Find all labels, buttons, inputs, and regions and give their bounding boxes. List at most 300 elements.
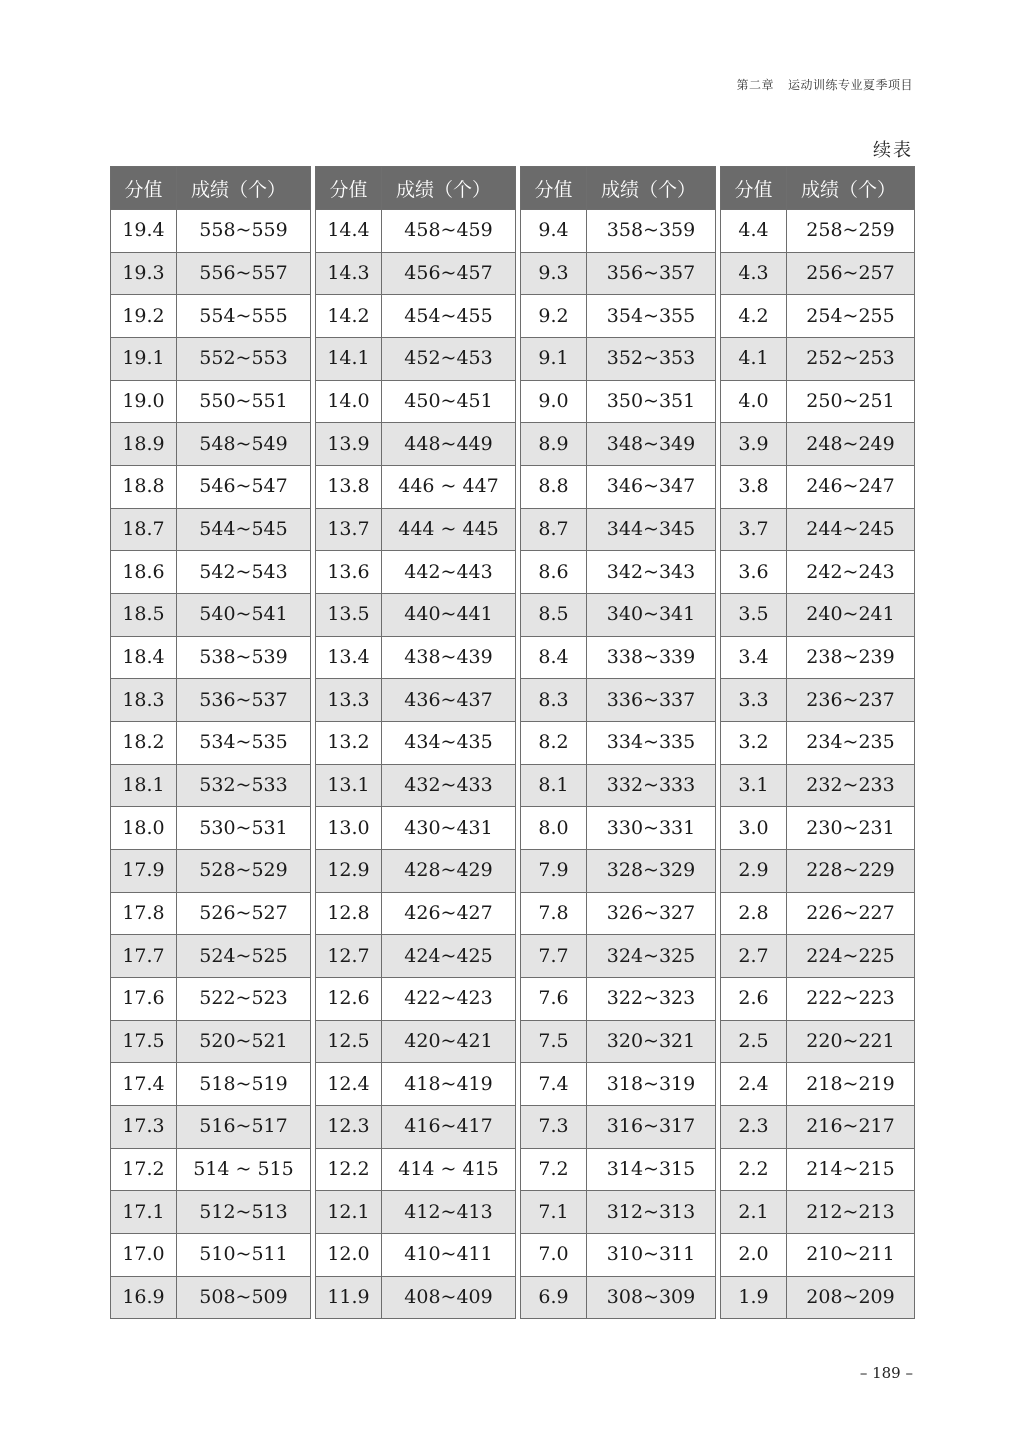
table-row [721, 466, 915, 509]
score-cell: 8.9 [521, 423, 587, 466]
table-row [316, 466, 516, 509]
table-row [316, 380, 516, 423]
table-row [721, 1148, 915, 1191]
score-cell: 7.5 [521, 1020, 587, 1063]
score-cell: 18.0 [111, 807, 177, 850]
score-cell: 2.8 [721, 892, 787, 935]
table-row [316, 551, 516, 594]
table-row [721, 1106, 915, 1149]
result-cell: 532~533 [177, 764, 311, 807]
score-cell: 17.8 [111, 892, 177, 935]
score-table-2 [315, 166, 516, 1319]
table-row [721, 594, 915, 637]
result-cell: 312~313 [587, 1191, 716, 1234]
continued-label: 续表 [873, 140, 913, 161]
score-cell: 2.9 [721, 850, 787, 893]
result-cell: 342~343 [587, 551, 716, 594]
result-cell: 534~535 [177, 722, 311, 765]
score-cell: 18.4 [111, 636, 177, 679]
table-row [316, 850, 516, 893]
table-row [721, 551, 915, 594]
score-table-3 [520, 166, 716, 1319]
score-cell: 19.3 [111, 252, 177, 295]
score-cell: 7.4 [521, 1063, 587, 1106]
table-row [111, 978, 311, 1021]
table-row [721, 679, 915, 722]
result-cell: 328~329 [587, 850, 716, 893]
table-row [521, 1020, 716, 1063]
result-cell: 218~219 [787, 1063, 915, 1106]
table-row [111, 338, 311, 381]
table-row [721, 978, 915, 1021]
result-cell: 326~327 [587, 892, 716, 935]
score-cell: 13.2 [316, 722, 382, 765]
table-row [521, 978, 716, 1021]
score-cell: 8.3 [521, 679, 587, 722]
score-cell: 18.1 [111, 764, 177, 807]
result-cell: 552~553 [177, 338, 311, 381]
result-cell: 214~215 [787, 1148, 915, 1191]
result-cell: 336~337 [587, 679, 716, 722]
table-row [721, 807, 915, 850]
table-row [111, 722, 311, 765]
table-row [111, 935, 311, 978]
result-cell: 258~259 [787, 210, 915, 253]
result-cell: 208~209 [787, 1276, 915, 1319]
column-header-score: 分值 [316, 167, 382, 210]
score-cell: 12.6 [316, 978, 382, 1021]
table-row [316, 594, 516, 637]
result-cell: 240~241 [787, 594, 915, 637]
score-cell: 8.1 [521, 764, 587, 807]
score-cell: 18.2 [111, 722, 177, 765]
table-row [521, 1234, 716, 1277]
score-cell: 9.1 [521, 338, 587, 381]
score-cell: 13.6 [316, 551, 382, 594]
score-cell: 3.6 [721, 551, 787, 594]
score-cell: 3.1 [721, 764, 787, 807]
score-cell: 14.2 [316, 295, 382, 338]
table-row [316, 1148, 516, 1191]
score-cell: 4.2 [721, 295, 787, 338]
score-table-1 [110, 166, 311, 1319]
table-row [521, 210, 716, 253]
result-cell: 438~439 [382, 636, 516, 679]
result-cell: 540~541 [177, 594, 311, 637]
table-row [111, 1234, 311, 1277]
score-cell: 4.3 [721, 252, 787, 295]
score-cell: 13.0 [316, 807, 382, 850]
score-cell: 18.3 [111, 679, 177, 722]
section-label: 运动训练专业夏季项目 [787, 78, 913, 92]
table-row [721, 1276, 915, 1319]
score-cell: 12.9 [316, 850, 382, 893]
score-cell: 12.2 [316, 1148, 382, 1191]
table-row [111, 892, 311, 935]
score-cell: 6.9 [521, 1276, 587, 1319]
score-cell: 17.6 [111, 978, 177, 1021]
table-row [521, 935, 716, 978]
table-row [521, 380, 716, 423]
score-cell: 9.0 [521, 380, 587, 423]
score-cell: 8.5 [521, 594, 587, 637]
table-row [721, 1020, 915, 1063]
result-cell: 216~217 [787, 1106, 915, 1149]
table-row [316, 1063, 516, 1106]
result-cell: 352~353 [587, 338, 716, 381]
column-header-result: 成绩（个） [382, 167, 516, 210]
result-cell: 550~551 [177, 380, 311, 423]
table-row [721, 508, 915, 551]
table-row [521, 850, 716, 893]
score-cell: 17.3 [111, 1106, 177, 1149]
table-row [316, 423, 516, 466]
score-cell: 19.1 [111, 338, 177, 381]
score-cell: 13.4 [316, 636, 382, 679]
score-cell: 8.0 [521, 807, 587, 850]
result-cell: 340~341 [587, 594, 716, 637]
table-row [316, 807, 516, 850]
result-cell: 224~225 [787, 935, 915, 978]
table-row [316, 1276, 516, 1319]
result-cell: 456~457 [382, 252, 516, 295]
score-cell: 3.8 [721, 466, 787, 509]
column-header-score: 分值 [521, 167, 587, 210]
table-row [521, 252, 716, 295]
result-cell: 354~355 [587, 295, 716, 338]
result-cell: 316~317 [587, 1106, 716, 1149]
column-header-score: 分值 [721, 167, 787, 210]
score-cell: 4.1 [721, 338, 787, 381]
table-row [521, 636, 716, 679]
result-cell: 250~251 [787, 380, 915, 423]
result-cell: 434~435 [382, 722, 516, 765]
score-cell: 3.9 [721, 423, 787, 466]
table-row [316, 722, 516, 765]
score-cell: 3.2 [721, 722, 787, 765]
result-cell: 558~559 [177, 210, 311, 253]
score-cell: 18.5 [111, 594, 177, 637]
result-cell: 338~339 [587, 636, 716, 679]
table-row [521, 1106, 716, 1149]
result-cell: 442~443 [382, 551, 516, 594]
result-cell: 232~233 [787, 764, 915, 807]
score-table-4 [720, 166, 915, 1319]
table-row [316, 935, 516, 978]
result-cell: 222~223 [787, 978, 915, 1021]
column-header-score: 分值 [111, 167, 177, 210]
result-cell: 310~311 [587, 1234, 716, 1277]
score-cell: 12.3 [316, 1106, 382, 1149]
table-row [521, 1276, 716, 1319]
result-cell: 308~309 [587, 1276, 716, 1319]
score-cell: 7.6 [521, 978, 587, 1021]
table-row [316, 1020, 516, 1063]
result-cell: 530~531 [177, 807, 311, 850]
result-cell: 512~513 [177, 1191, 311, 1234]
table-row [521, 1191, 716, 1234]
table-row [521, 508, 716, 551]
table-row [721, 338, 915, 381]
score-cell: 2.6 [721, 978, 787, 1021]
result-cell: 546~547 [177, 466, 311, 509]
score-cell: 4.0 [721, 380, 787, 423]
score-cell: 17.0 [111, 1234, 177, 1277]
score-cell: 19.2 [111, 295, 177, 338]
result-cell: 452~453 [382, 338, 516, 381]
table-row [316, 508, 516, 551]
result-cell: 346~347 [587, 466, 716, 509]
result-cell: 444 ~ 445 [382, 508, 516, 551]
result-cell: 212~213 [787, 1191, 915, 1234]
result-cell: 348~349 [587, 423, 716, 466]
result-cell: 510~511 [177, 1234, 311, 1277]
table-row [316, 1234, 516, 1277]
table-row [721, 892, 915, 935]
result-cell: 220~221 [787, 1020, 915, 1063]
table-row [721, 1063, 915, 1106]
score-cell: 19.0 [111, 380, 177, 423]
chapter-label: 第二章 [736, 78, 774, 92]
result-cell: 242~243 [787, 551, 915, 594]
score-cell: 12.4 [316, 1063, 382, 1106]
running-header [736, 76, 913, 93]
score-cell: 4.4 [721, 210, 787, 253]
table-row [521, 594, 716, 637]
score-cell: 13.5 [316, 594, 382, 637]
score-cell: 7.7 [521, 935, 587, 978]
score-cell: 13.3 [316, 679, 382, 722]
score-cell: 14.3 [316, 252, 382, 295]
score-cell: 2.1 [721, 1191, 787, 1234]
score-cell: 7.8 [521, 892, 587, 935]
table-row [111, 1276, 311, 1319]
score-cell: 1.9 [721, 1276, 787, 1319]
score-cell: 17.7 [111, 935, 177, 978]
result-cell: 256~257 [787, 252, 915, 295]
result-cell: 544~545 [177, 508, 311, 551]
table-row [111, 210, 311, 253]
table-row [111, 1106, 311, 1149]
score-cell: 14.0 [316, 380, 382, 423]
table-row [111, 508, 311, 551]
score-cell: 8.7 [521, 508, 587, 551]
result-cell: 448~449 [382, 423, 516, 466]
score-cell: 17.9 [111, 850, 177, 893]
score-cell: 16.9 [111, 1276, 177, 1319]
result-cell: 446 ~ 447 [382, 466, 516, 509]
table-row [316, 1191, 516, 1234]
table-row [316, 338, 516, 381]
result-cell: 236~237 [787, 679, 915, 722]
result-cell: 244~245 [787, 508, 915, 551]
table-row [316, 636, 516, 679]
score-cell: 7.3 [521, 1106, 587, 1149]
table-row [111, 1063, 311, 1106]
score-cell: 2.7 [721, 935, 787, 978]
table-row [316, 978, 516, 1021]
table-row [721, 252, 915, 295]
score-cell: 14.1 [316, 338, 382, 381]
table-row [111, 636, 311, 679]
score-cell: 7.0 [521, 1234, 587, 1277]
table-row [521, 551, 716, 594]
score-cell: 2.2 [721, 1148, 787, 1191]
result-cell: 424~425 [382, 935, 516, 978]
table-row [721, 295, 915, 338]
score-cell: 9.4 [521, 210, 587, 253]
result-cell: 536~537 [177, 679, 311, 722]
page-number: – 189 – [859, 1364, 913, 1382]
result-cell: 318~319 [587, 1063, 716, 1106]
table-row [521, 1148, 716, 1191]
table-row [111, 850, 311, 893]
result-cell: 248~249 [787, 423, 915, 466]
table-row [521, 1063, 716, 1106]
table-row [721, 636, 915, 679]
score-cell: 7.1 [521, 1191, 587, 1234]
result-cell: 554~555 [177, 295, 311, 338]
score-cell: 7.9 [521, 850, 587, 893]
score-cell: 17.1 [111, 1191, 177, 1234]
score-cell: 8.4 [521, 636, 587, 679]
score-cell: 9.3 [521, 252, 587, 295]
score-cell: 2.3 [721, 1106, 787, 1149]
result-cell: 422~423 [382, 978, 516, 1021]
table-row [316, 252, 516, 295]
table-row [521, 466, 716, 509]
result-cell: 332~333 [587, 764, 716, 807]
table-row [521, 764, 716, 807]
table-row [721, 1234, 915, 1277]
table-row [111, 551, 311, 594]
score-cell: 3.4 [721, 636, 787, 679]
table-row [721, 1191, 915, 1234]
table-row [111, 1020, 311, 1063]
table-row [316, 679, 516, 722]
result-cell: 356~357 [587, 252, 716, 295]
table-row [316, 1106, 516, 1149]
result-cell: 428~429 [382, 850, 516, 893]
table-row [111, 295, 311, 338]
score-cell: 13.8 [316, 466, 382, 509]
result-cell: 520~521 [177, 1020, 311, 1063]
table-row [721, 722, 915, 765]
score-cell: 14.4 [316, 210, 382, 253]
table-row [521, 423, 716, 466]
result-cell: 526~527 [177, 892, 311, 935]
result-cell: 358~359 [587, 210, 716, 253]
result-cell: 234~235 [787, 722, 915, 765]
score-cell: 8.6 [521, 551, 587, 594]
result-cell: 320~321 [587, 1020, 716, 1063]
score-cell: 18.8 [111, 466, 177, 509]
table-row [521, 722, 716, 765]
table-row [721, 935, 915, 978]
score-cell: 3.3 [721, 679, 787, 722]
result-cell: 228~229 [787, 850, 915, 893]
score-cell: 2.5 [721, 1020, 787, 1063]
result-cell: 548~549 [177, 423, 311, 466]
result-cell: 458~459 [382, 210, 516, 253]
result-cell: 330~331 [587, 807, 716, 850]
table-row [721, 380, 915, 423]
score-cell: 2.4 [721, 1063, 787, 1106]
result-cell: 514 ~ 515 [177, 1148, 311, 1191]
score-cell: 2.0 [721, 1234, 787, 1277]
table-row [111, 764, 311, 807]
table-row [111, 679, 311, 722]
table-row [111, 380, 311, 423]
result-cell: 254~255 [787, 295, 915, 338]
table-row [721, 850, 915, 893]
table-row [316, 295, 516, 338]
score-cell: 13.7 [316, 508, 382, 551]
result-cell: 414 ~ 415 [382, 1148, 516, 1191]
result-cell: 538~539 [177, 636, 311, 679]
table-row [721, 423, 915, 466]
result-cell: 556~557 [177, 252, 311, 295]
result-cell: 418~419 [382, 1063, 516, 1106]
score-cell: 12.7 [316, 935, 382, 978]
column-header-result: 成绩（个） [177, 167, 311, 210]
result-cell: 524~525 [177, 935, 311, 978]
result-cell: 410~411 [382, 1234, 516, 1277]
result-cell: 350~351 [587, 380, 716, 423]
result-cell: 238~239 [787, 636, 915, 679]
result-cell: 344~345 [587, 508, 716, 551]
score-cell: 19.4 [111, 210, 177, 253]
table-row [111, 466, 311, 509]
score-cell: 3.7 [721, 508, 787, 551]
score-cell: 8.2 [521, 722, 587, 765]
score-cell: 3.0 [721, 807, 787, 850]
result-cell: 408~409 [382, 1276, 516, 1319]
score-cell: 18.9 [111, 423, 177, 466]
score-cell: 9.2 [521, 295, 587, 338]
result-cell: 522~523 [177, 978, 311, 1021]
result-cell: 324~325 [587, 935, 716, 978]
score-tables [110, 166, 914, 1318]
column-header-result: 成绩（个） [587, 167, 716, 210]
score-cell: 13.9 [316, 423, 382, 466]
table-row [521, 679, 716, 722]
result-cell: 246~247 [787, 466, 915, 509]
score-cell: 11.9 [316, 1276, 382, 1319]
score-cell: 12.8 [316, 892, 382, 935]
result-cell: 230~231 [787, 807, 915, 850]
result-cell: 440~441 [382, 594, 516, 637]
result-cell: 334~335 [587, 722, 716, 765]
score-cell: 3.5 [721, 594, 787, 637]
result-cell: 432~433 [382, 764, 516, 807]
result-cell: 416~417 [382, 1106, 516, 1149]
score-cell: 12.5 [316, 1020, 382, 1063]
result-cell: 450~451 [382, 380, 516, 423]
table-row [521, 807, 716, 850]
score-cell: 18.7 [111, 508, 177, 551]
table-row [316, 892, 516, 935]
result-cell: 516~517 [177, 1106, 311, 1149]
result-cell: 314~315 [587, 1148, 716, 1191]
score-cell: 7.2 [521, 1148, 587, 1191]
score-cell: 13.1 [316, 764, 382, 807]
table-row [111, 1191, 311, 1234]
table-row [111, 423, 311, 466]
table-row [316, 210, 516, 253]
table-row [111, 252, 311, 295]
table-row [111, 594, 311, 637]
